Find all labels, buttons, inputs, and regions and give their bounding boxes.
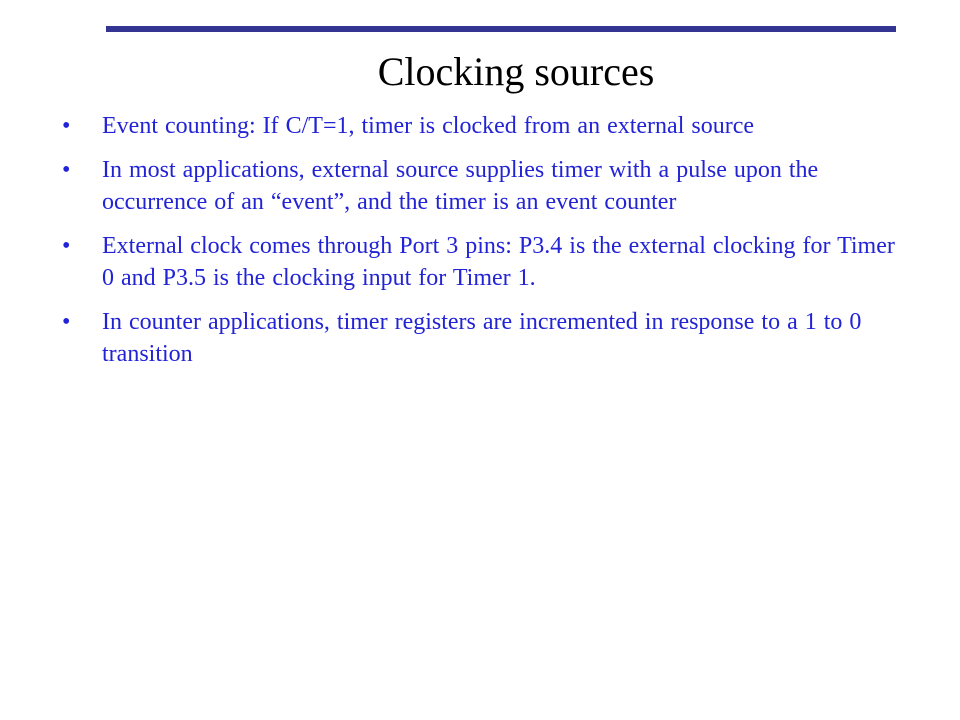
bullet-icon: • xyxy=(62,157,71,183)
bullet-icon: • xyxy=(62,309,71,335)
slide-title: Clocking sources xyxy=(377,49,655,94)
title-rule xyxy=(106,26,896,32)
bullet-text: In counter applications, timer registers are incremented in response to a 1 to 0 transition xyxy=(102,309,862,367)
bullet-item xyxy=(62,154,904,218)
bullet-icon: • xyxy=(62,113,71,139)
bullet-text: Event counting: If C/T=1, timer is clocked from an external source xyxy=(102,113,754,139)
bullet-text: In most applications, external source supplies timer with a pulse upon the occurrence of an “event”, and the timer is an event counter xyxy=(102,157,819,215)
bullet-item xyxy=(62,110,904,142)
bullet-list xyxy=(62,110,904,382)
bullet-item xyxy=(62,230,904,294)
bullet-icon: • xyxy=(62,233,71,259)
bullet-text: External clock comes through Port 3 pins: P3.4 is the external clocking for Timer 0 and P3.5 is the clocking input for Timer 1. xyxy=(102,233,895,291)
bullet-item xyxy=(62,306,904,370)
